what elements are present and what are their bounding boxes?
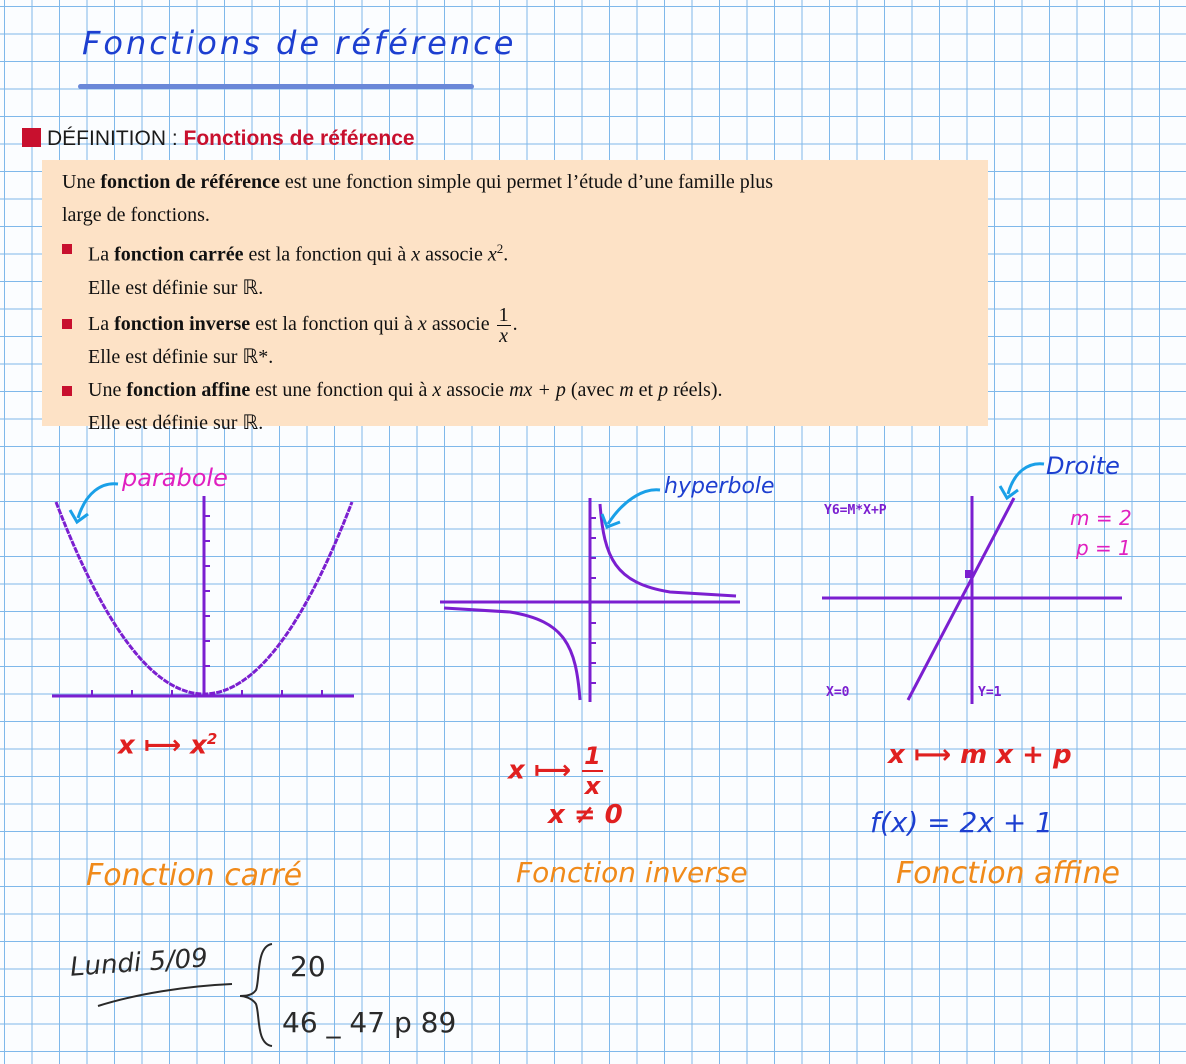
homework-line1: 20 bbox=[290, 950, 326, 983]
hyperbola-arrow-icon bbox=[598, 484, 664, 534]
line-label: Droite bbox=[1046, 452, 1120, 480]
homework-underline bbox=[96, 980, 236, 1010]
parabola-label: parabole bbox=[122, 464, 228, 492]
example-affine: f(x) = 2x + 1 bbox=[870, 806, 1053, 839]
definition-intro: Une fonction de référence est une fonction simple qui permet l’étude d’une famille plus bbox=[62, 171, 774, 193]
parabola-arrow-icon bbox=[62, 478, 122, 528]
page-title: Fonctions de référence bbox=[82, 24, 517, 62]
definition-heading bbox=[22, 127, 415, 151]
calc-x-readout: X=0 bbox=[826, 685, 850, 700]
title-underline bbox=[78, 84, 474, 89]
map-inverse: x ⟼ $\frac{1}{x}$ bbox=[508, 742, 601, 800]
calc-y-readout: Y=1 bbox=[978, 685, 1002, 700]
list-item-inverse: La fonction inverse est la fonction qui à x associe $\frac{1}{x}$ . bbox=[62, 305, 968, 341]
name-inverse: Fonction inverse bbox=[516, 856, 748, 889]
homework-line2: 46 _ 47 p 89 bbox=[282, 1006, 457, 1039]
map-affine: x ⟼ m x + p bbox=[888, 740, 1072, 770]
name-affine: Fonction affine bbox=[896, 856, 1120, 891]
red-square-icon bbox=[22, 128, 41, 147]
hyperbola-graph bbox=[440, 498, 740, 702]
cond-inverse: x ≠ 0 bbox=[548, 800, 623, 830]
list-item-carree: La fonction carrée est la fonction qui à x associe $x^2$. bbox=[62, 232, 968, 272]
brace-icon bbox=[236, 940, 280, 1050]
bullet-icon bbox=[62, 319, 72, 329]
p-value: p = 1 bbox=[1076, 536, 1131, 560]
bullet-icon bbox=[62, 386, 72, 396]
definition-title: Fonctions de référence bbox=[183, 127, 415, 150]
hyperbola-label: hyperbole bbox=[664, 474, 775, 499]
definition-label: DÉFINITION : bbox=[47, 127, 178, 150]
name-square: Fonction carré bbox=[86, 858, 303, 893]
homework-date: Lundi 5/09 bbox=[69, 943, 209, 983]
list-item-affine: Une fonction affine est une fonction qui à x associe mx + p (avec m et p réels). bbox=[62, 374, 968, 407]
map-square: x ⟼ $x^2$ bbox=[118, 730, 218, 761]
bullet-icon bbox=[62, 244, 72, 254]
definition-box: Une fonction de référence est une fonction simple qui permet l’étude d’une famille plus large de fonctions. La fonction carrée est la fonction qui à x associe $x^2$. Elle est définie sur ℝ. La fonction inverse est la fonction qui à x associe $\frac{1}{x}$ . Elle est définie sur ℝ*. Une fonction affine est une fonction qui à x associe mx + p (avec m et p réels). Elle est définie sur ℝ. bbox=[42, 160, 988, 426]
fraction-one-over-x: $\frac{1}{x}$ bbox=[498, 303, 509, 347]
calc-equation-text: Y6=M*X+P bbox=[824, 503, 887, 518]
m-value: m = 2 bbox=[1070, 506, 1132, 530]
line-arrow-icon bbox=[994, 458, 1048, 502]
